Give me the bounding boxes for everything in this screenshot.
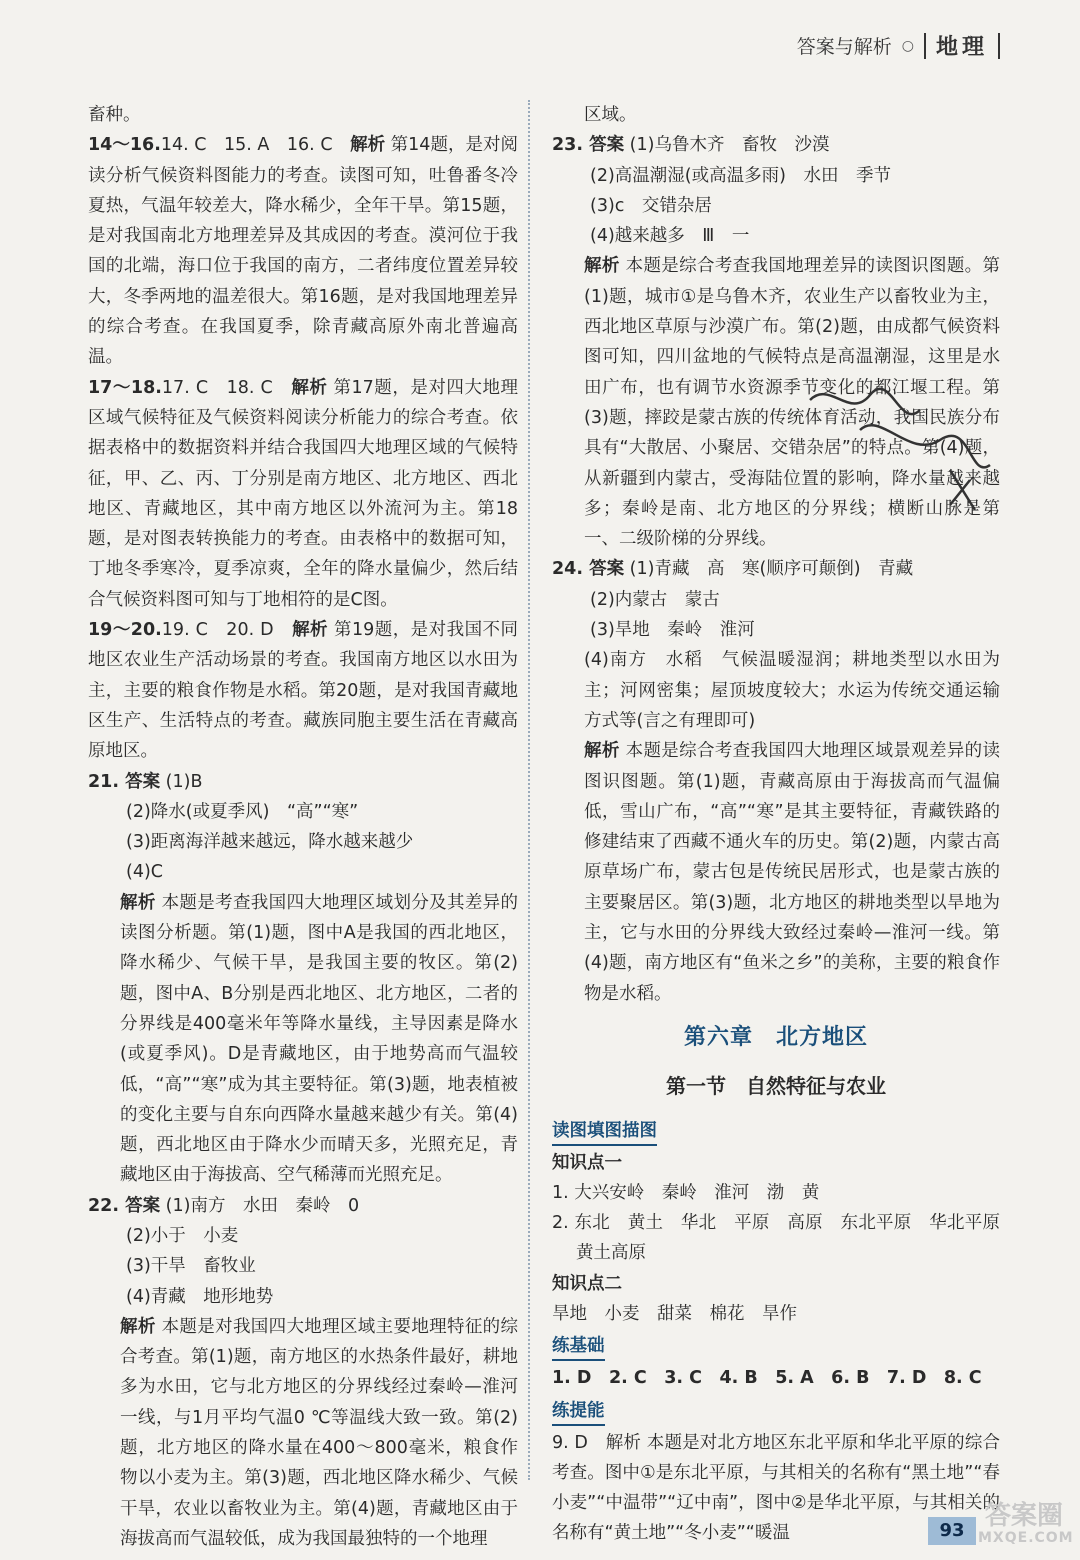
section-head-basic: 练基础 [552,1333,605,1361]
section-head-improve: 练提能 [552,1398,605,1426]
right-para: (4)越来越多 Ⅲ 一 [590,226,750,247]
right-para: (4)南方 水稻 气候温暖湿润；耕地类型以水田为主；河网密集；屋顶坡度较大；水运为传统交通运输方式等(言之有理即可) [584,650,1000,731]
knowledge-point-1: 知识点一 [552,1152,622,1173]
circle-icon: ○ [901,37,914,54]
left-para: 解析 本题是考查我国四大地理区域划分及其差异的读图分析题。第(1)题，图中A是我国的西北地区，降水稀少、气候干旱，是我国主要的牧区。第(2)题，图中A、B分别是西北地区、北方地区，二者的分界线是400毫米年等降水量线，主导因素是降水(或夏季风)。D是青藏地区，由于地势高而气温较低，“高”“寒”成为其主要特征。第(3)题，地表植被的变化主要与自东向西降水量越来越少有关。第(4)题，西北地区由于降水少而晴天多，光照充足，青藏地区由于海拔高、空气稀薄而光照充足。 [120,892,519,1186]
section-head-map: 读图填图描图 [552,1118,657,1146]
improve-answers: 9. D 解析 本题是对北方地区东北平原和华北平原的综合考查。图中①是东北平原，与其相关的名称有“黑土地”“春小麦”“中温带”“辽中南”，图中②是华北平原，与其相关的名称有“黄土地”“冬小麦”“暖温 [552,1432,1000,1544]
knowledge-point-2: 知识点二 [552,1273,622,1294]
kp2-line: 旱地 小麦 甜菜 棉花 旱作 [552,1303,797,1324]
left-para: 21. 答案 (1)B [88,771,203,792]
left-para: (2)降水(或夏季风) “高”“寒” [126,801,359,822]
watermark-url: MXQE.COM [978,1530,1074,1546]
right-para: 区域。 [584,105,637,125]
section-title: 第一节 自然特征与农业 [666,1074,886,1099]
column-divider [528,100,530,1480]
right-para: 23. 答案 (1)乌鲁木齐 畜牧 沙漠 [552,135,830,156]
right-para: 解析 本题是综合考查我国四大地理区域景观差异的读图识图题。第(1)题，青藏高原由于海拔高而气温偏低，雪山广布，“高”“寒”是其主要特征，青藏铁路的修建结束了西藏不通火车的历史。第(2)题，内蒙古高原草场广布，蒙古包是传统民居形式，也是蒙古族的主要聚居区。第(3)题，北方地区的耕地类型以旱地为主，它与水田的分界线大致经过秦岭—淮河一线。第(4)题，南方地区有“鱼米之乡”的美称，主要的粮食作物是水稻。 [584,741,1001,1004]
header-divider [924,33,926,59]
right-para: 24. 答案 (1)青藏 高 寒(顺序可颠倒) 青藏 [552,559,914,580]
page-number: 93 [928,1517,976,1545]
header-title: 答案与解析 [796,36,892,58]
right-answers [552,100,1000,1009]
right-para: (2)内蒙古 蒙古 [590,589,720,610]
header-divider-right [998,33,1000,59]
page-header [797,30,1000,61]
left-para: (4)C [126,862,164,883]
right-para: 解析 本题是综合考查我国地理差异的读图识图题。第(1)题，城市①是乌鲁木齐，农业生产以畜牧业为主，西北地区草原与沙漠广布。第(2)题，由成都气候资料图可知，四川盆地的气候特点是高温潮湿，这里是水田广布，也有调节水资源季节变化的都江堰工程。第(3)题，摔跤是蒙古族的传统体育活动，我国民族分布具有“大散居、小聚居、交错杂居”的特点。第(4)题，从新疆到内蒙古，受海陆位置的影响，降水量越来越多；秦岭是南、北方地区的分界线；横断山脉是第一、二级阶梯的分界线。 [584,256,1001,550]
kp1-line-2: 2. 东北 黄土 华北 平原 高原 东北平原 华北平原 黄土高原 [552,1213,1018,1264]
right-para: (3)c 交错杂居 [590,195,712,216]
chapter-title: 第六章 北方地区 [683,1024,868,1050]
left-para: (3)距离海洋越来越远，降水越来越少 [126,832,414,853]
left-para: (4)青藏 地形地势 [126,1286,274,1307]
basic-answers: 1. D 2. C 3. C 4. B 5. A 6. B 7. D 8. C [552,1368,982,1389]
header-subject: 地理 [935,35,988,60]
right-para: (3)旱地 秦岭 淮河 [590,620,755,641]
left-para: 17～18.17. C 18. C 解析 第17题，是对四大地理区域气候特征及气候资料阅读分析能力的综合考查。依据表格中的数据资料并结合我国四大地理区域的气候特征，甲、乙、丙、丁分别是南方地区、北方地区、西北地区、青藏地区，其中南方地区以外流河为主。第18题，是对图表转换能力的考查。由表格中的数据可知，丁地冬季寒冷，夏季凉爽，全年的降水量偏少，然后结合气候资料图可知与丁地相符的是C图。 [88,377,519,610]
kp1-line-1: 1. 大兴安岭 秦岭 淮河 渤 黄 [552,1182,820,1203]
left-column [88,100,518,1554]
left-para: 19～20.19. C 20. D 解析 第19题，是对我国不同地区农业生产活动场景的考查。我国南方地区以水田为主，主要的粮食作物是水稻。第20题，是对我国青藏地区生产、生活特点的考查。藏族同胞主要生活在青藏高原地区。 [88,620,519,762]
watermark-logo: 答案圈 [985,1501,1064,1531]
left-para: 畜种。 [88,105,141,125]
left-para: 解析 本题是对我国四大地理区域主要地理特征的综合考查。第(1)题，南方地区的水热条件最好，耕地多为水田，它与北方地区的分界线经过秦岭—淮河一线，与1月平均气温0 ℃等温线大致一致。第(2)题，北方地区的降水量在400～800毫米，粮食作物以小麦为主。第(3)题，西北地区降水稀少、气候干旱，农业以畜牧业为主。第(4)题，青藏地区由于海拔高而气温较低，成为我国最独特的一个地理 [120,1316,519,1549]
right-column [552,100,1018,1549]
left-para: (3)干旱 畜牧业 [126,1256,256,1277]
handwriting-scribble [800,370,1000,520]
left-para: 14～16.14. C 15. A 16. C 解析 第14题，是对阅读分析气候资料图能力的考查。读图可知，吐鲁番冬冷夏热，气温年较差大，降水稀少，全年干旱。第15题，是对我国南北方地理差异及其成因的考查。漠河位于我国的北端，海口位于我国的南方，二者纬度位置差异较大，冬季两地的温差很大。第16题，是对我国地理差异的综合考查。在我国夏季，除青藏高原外南北普遍高温。 [88,135,518,368]
left-para: 22. 答案 (1)南方 水田 秦岭 0 [88,1195,360,1216]
left-para: (2)小于 小麦 [126,1225,239,1246]
right-para: (2)高温潮湿(或高温多雨) 水田 季节 [590,165,891,186]
